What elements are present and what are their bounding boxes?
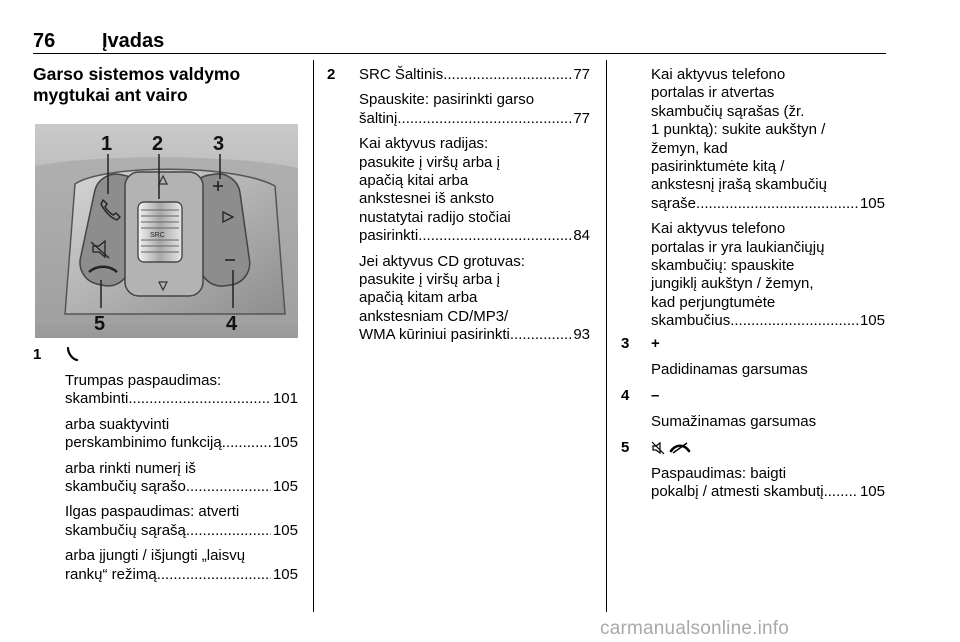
item-2-cd-line: pasukite į viršų arba į [359, 271, 500, 289]
item-2-source-ref: šaltinį ..... 77 [359, 110, 590, 128]
item-1-list-ref: skambučių sąrašo ..... 105 [65, 478, 298, 496]
item-2-radio-line: nustatytai radijo stočiai [359, 208, 511, 226]
item-2-cd-ref: WMA kūriniui pasirinkti ..... 93 [359, 326, 590, 344]
callout-5: 5 [94, 313, 106, 335]
item-2-src-ref: SRC Šaltinis ..... 77 [359, 66, 590, 84]
chapter-title: Įvadas [102, 30, 165, 52]
item-2-cd-line: apačią kitam arba [359, 289, 478, 307]
minus-icon: – [651, 387, 660, 404]
column-divider-1 [313, 60, 314, 612]
item-2-press: Spauskite: pasirinkti garso [359, 91, 535, 109]
callout-1: 1 [101, 133, 113, 155]
item-1-call-ref: skambinti ..... 101 [65, 390, 298, 408]
callout-4: 4 [226, 313, 238, 335]
waiting-call-line: kad perjungtumėte [651, 293, 776, 311]
item-1-handsfree-ref: rankų“ režimą ..... 105 [65, 566, 298, 584]
item-1-toggle: arba įjungti / išjungti „laisvų [65, 547, 246, 565]
item-2-radio-line: apačią kitai arba [359, 172, 469, 190]
item-1-redial-ref: perskambinimo funkciją ..... 105 [65, 434, 298, 452]
item-1-short-press: Trumpas paspaudimas: [65, 372, 222, 389]
item-2-radio-ref: pasirinkti ..... 84 [359, 227, 590, 245]
item-2-radio-line: pasukite į viršų arba į [359, 153, 500, 171]
section-heading [33, 64, 303, 106]
item-3-number: 3 [621, 335, 630, 352]
callout-3: 3 [213, 133, 225, 155]
column-divider-2 [606, 60, 607, 612]
column-3-continuation [651, 66, 885, 338]
phone-list-line: pasirinktumėte kitą / [651, 158, 785, 176]
phone-list-ref: sąraše ..... 105 [651, 195, 885, 213]
watermark: carmanualsonline.info [600, 618, 790, 639]
header-rule [33, 53, 886, 54]
end-call-icon [669, 441, 691, 460]
phone-list-line: 1 punktą): sukite aukštyn / [651, 121, 826, 139]
section-heading-line1: Garso sistemos valdymo [33, 64, 241, 84]
item-3-description: Padidinamas garsumas [651, 361, 808, 378]
item-1-open-ref: skambučių sąrašą ..... 105 [65, 522, 298, 540]
item-1-long-press: Ilgas paspaudimas: atverti [65, 503, 240, 521]
item-1-number: 1 [33, 346, 42, 363]
item-5-number: 5 [621, 439, 630, 456]
waiting-call-line: skambučių: spauskite [651, 257, 795, 275]
item-5-line: Paspaudimas: baigti [651, 465, 787, 482]
item-5-ref: pokalbį / atmesti skambutį ..... 105 [651, 483, 885, 501]
mute-icon [651, 441, 667, 460]
callout-2: 2 [152, 133, 164, 155]
phone-icon [65, 346, 79, 367]
page-number: 76 [33, 30, 56, 52]
phone-list-line: Kai aktyvus telefono [651, 66, 786, 83]
item-2-description [359, 66, 590, 352]
waiting-call-line: jungiklį aukštyn / žemyn, [651, 275, 814, 293]
waiting-call-ref: skambučius ..... 105 [651, 312, 885, 330]
item-2-cd-line: ankstesniam CD/MP3/ [359, 307, 509, 325]
item-4-number: 4 [621, 387, 630, 404]
item-2-radio-line: ankstesnei iš anksto [359, 190, 495, 208]
src-wheel-label: SRC [150, 232, 165, 239]
phone-list-line: ankstesnį įrašą skambučių [651, 176, 827, 194]
section-heading-line2: mygtukai ant vairo [33, 85, 188, 105]
steering-wheel-controls-figure [35, 124, 298, 338]
steering-wheel-illustration [35, 124, 298, 338]
item-2-radio-line: Kai aktyvus radijas: [359, 135, 489, 153]
item-1-or-activate: arba suaktyvinti [65, 415, 170, 433]
waiting-call-line: portalas ir yra laukiančiųjų [651, 238, 825, 256]
plus-icon: + [651, 335, 660, 352]
item-2-number: 2 [327, 66, 336, 83]
phone-list-line: skambučių sąrašas (žr. [651, 102, 805, 120]
item-1-description [65, 372, 298, 591]
phone-list-line: portalas ir atvertas [651, 84, 775, 102]
item-1-or-dial: arba rinkti numerį iš [65, 459, 196, 477]
item-2-cd-line: Jei aktyvus CD grotuvas: [359, 252, 525, 270]
waiting-call-line: Kai aktyvus telefono [651, 220, 786, 238]
item-4-description: Sumažinamas garsumas [651, 413, 817, 430]
phone-list-line: žemyn, kad [651, 139, 728, 157]
item-5-description [651, 465, 885, 502]
